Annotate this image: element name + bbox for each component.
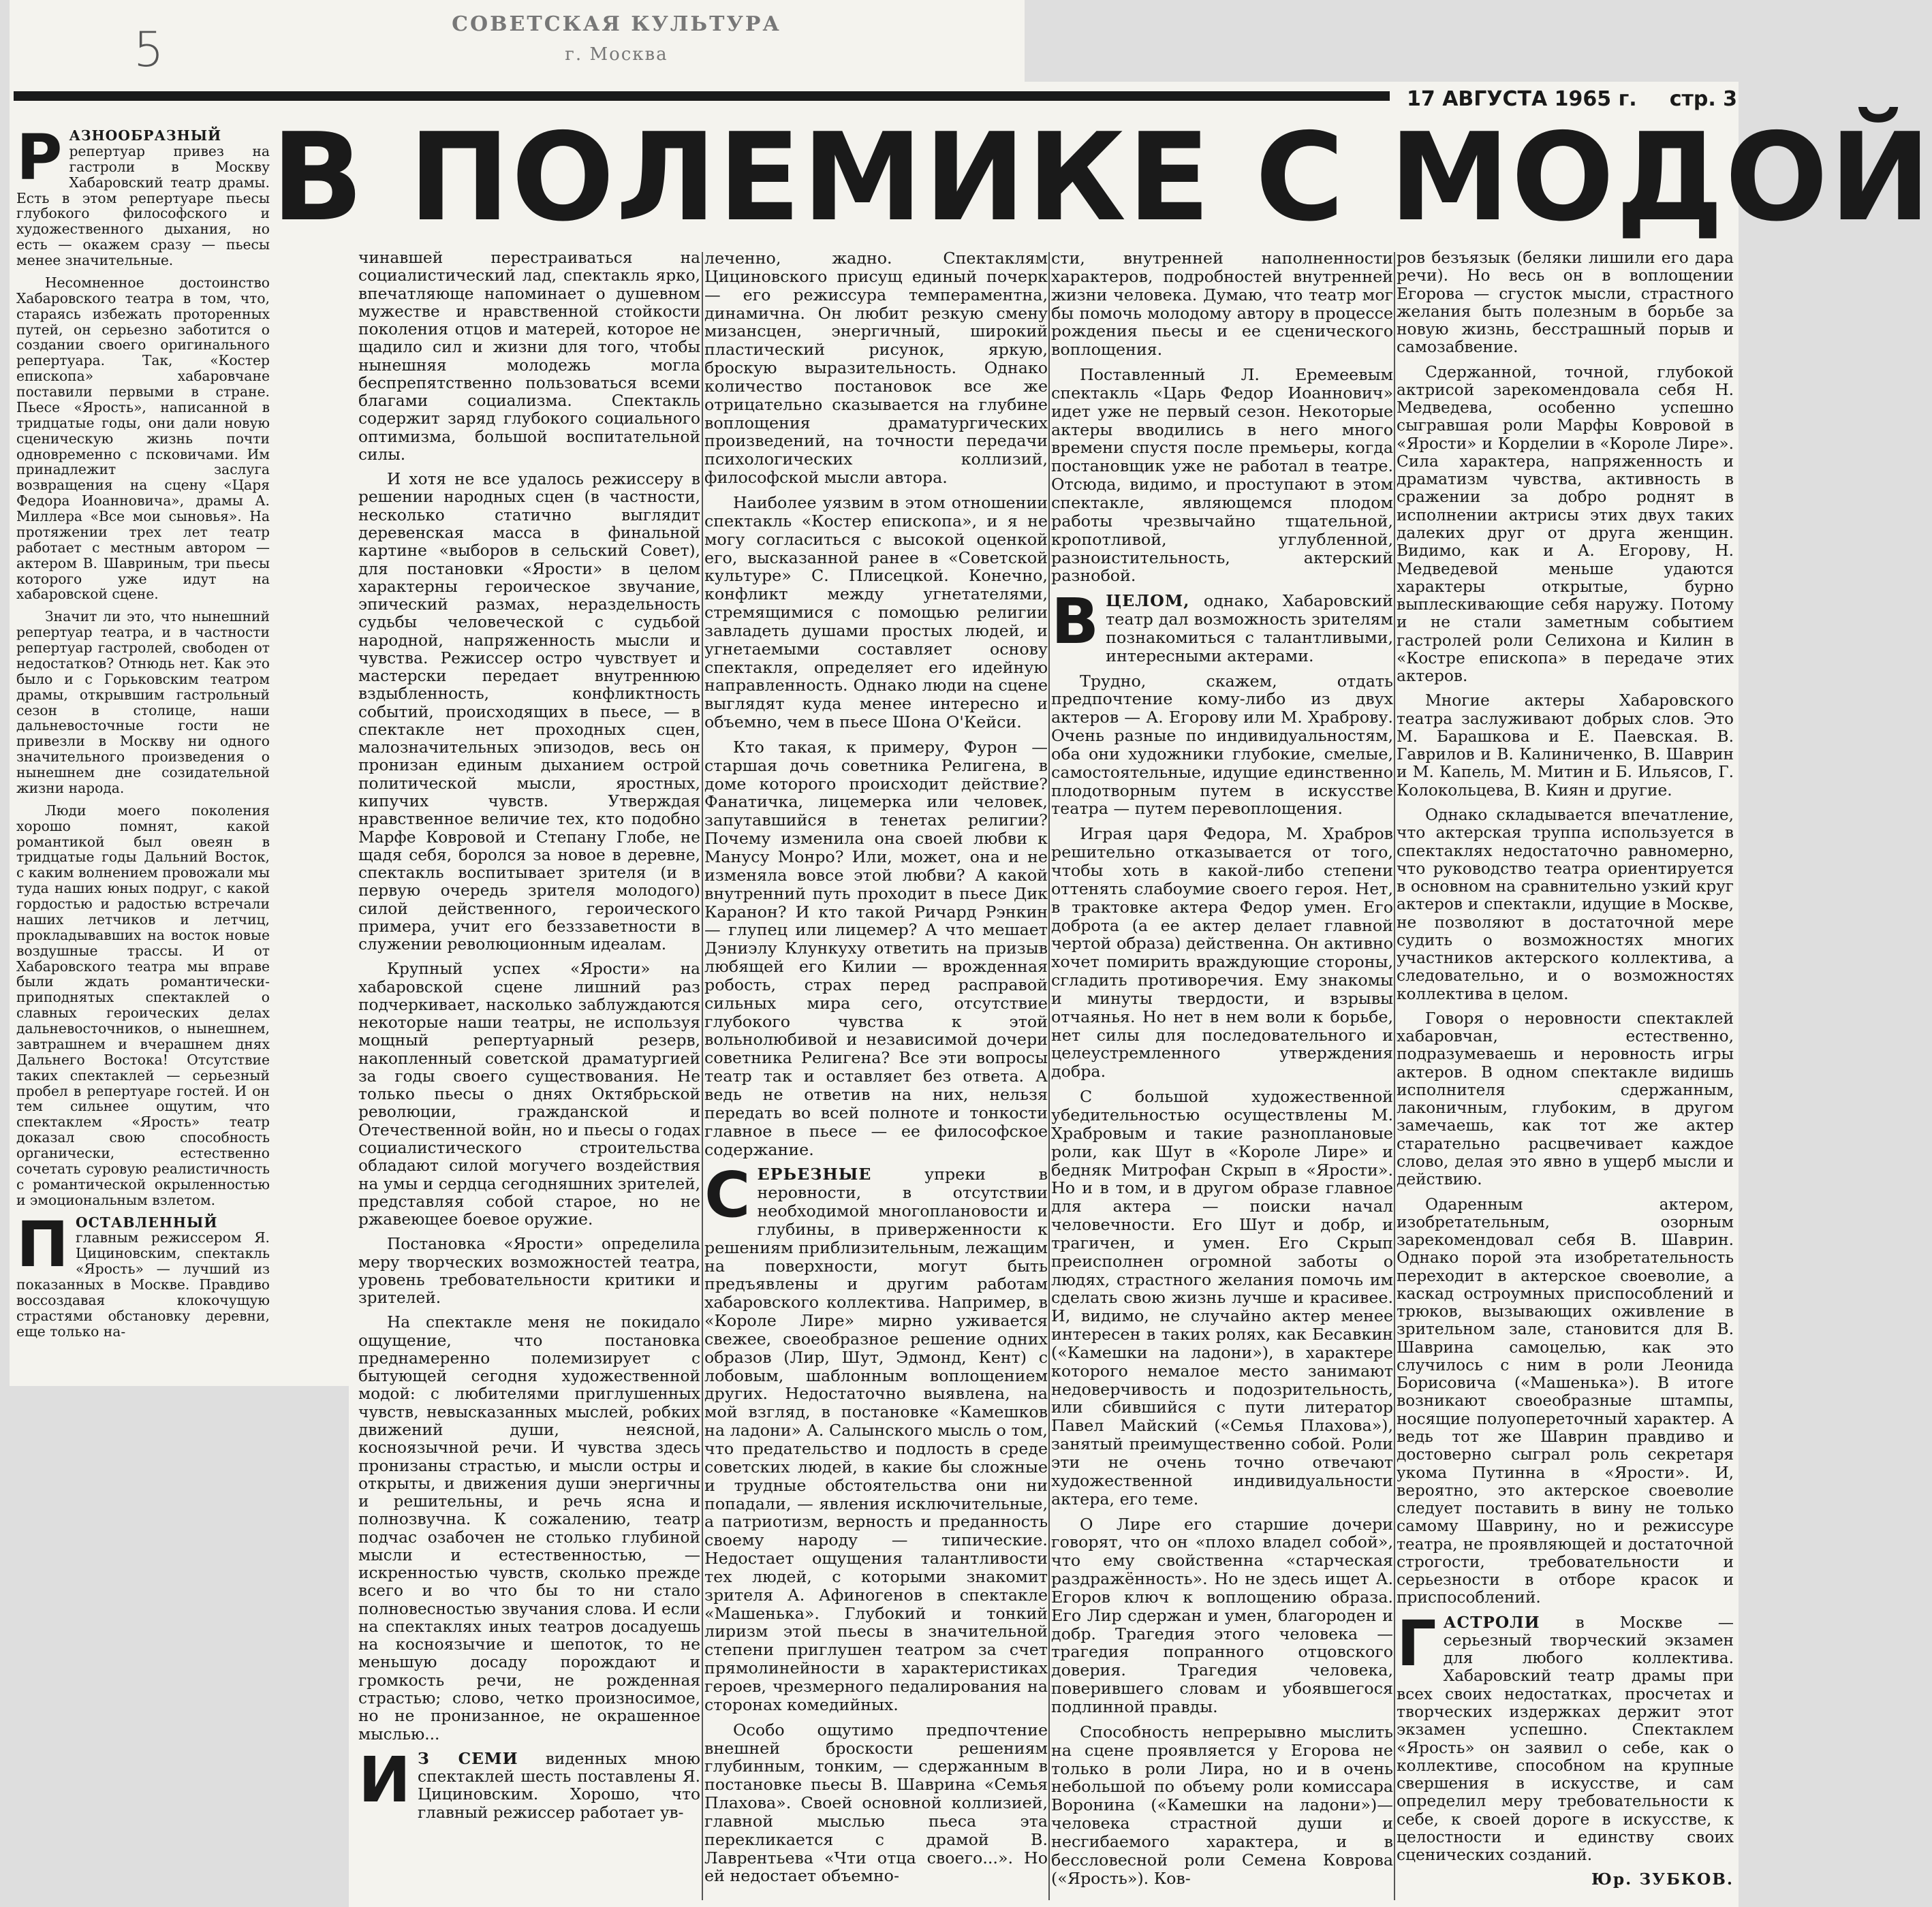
- drop-cap: П: [16, 1208, 69, 1281]
- article-paragraph: [1051, 1723, 1393, 1888]
- paragraph-text: репертуар привез на гастроли в Москву Хабаровский театр драмы. Есть в этом репертуаре пьесы глубокого философского и художественного дыхания, но есть — окажем сразу — пьесы менее значительные.: [16, 142, 270, 268]
- paragraph-text: упреки в неровности, в отсутствии необходимой многоплановости и глубины, в приверженности к решениям приблизительным, лежащим на поверхности, могут быть предъявлены и другим работам хабаровского коллектива. Например, в «Короле Лире» мирно уживается свежее, своеобразное решение одних образов (Лир, Шут, Эдмонд, Кент) с лобовым, шаблонным воплощением других. Недостаточно выявлена, на мой взгляд, в постановке «Камешков на ладони» А. Салынского мысль о том, что предательство и подлость в среде советских людей, в какие бы сложные и трудные обстоятельства они ни попадали, — явления исключительные, а патриотизм, верность и преданность своему народу — типические. Недостает ощущения талантливости тех людей, с которыми знакомит зрителя А. Афиногенов в спектакле «Машенька». Глубокий и тонкий лиризм этой пьесы в значительной степени приглушен театром за счет прямолинейности в характеристиках героев, чрезмерного педалирования на сторонах комедийных.: [704, 1165, 1048, 1714]
- paragraph-text: И хотя не все удалось режиссеру в решении народных сцен (в частности, несколько статично выглядит деревенская масса в финальной картине «выборов в сельский Совет), для постановки «Ярости» в целом характерны героическое звучание, эпический размах, нераздельность судьбы человеческой с судьбой народной, напряженность мысли и чувства. Режиссер остро чувствует и мастерски передает внутреннюю вздыбленность, конфликтность событий, происходящих в пьесе, — в спектакле нет проходных сцен, малозначительных эпизодов, весь он пронизан единым дыханием острой политической мысли, яростных, кипучих чувств. Утверждая нравственное величие тех, кто подобно Марфе Ковровой и Степану Глобе, не щадя себя, боролся за новое в деревне, спектакль воспитывает зрителя (и в первую очередь зрителя молодого) силой действенного, героического примера, учит его безззаветности в служении революционным идеалам.: [358, 470, 700, 954]
- lead-in: ЦЕЛОМ,: [1106, 591, 1190, 611]
- lead-in: ОСТАВЛЕННЫЙ: [76, 1214, 218, 1231]
- issue-date: 17 АВГУСТА 1965 г.: [1407, 87, 1637, 111]
- article-paragraph: [1051, 1088, 1393, 1508]
- article-paragraph: [1051, 825, 1393, 1081]
- paragraph-text: Особо ощутимо предпочтение внешней броскости решениям глубинным, тонким, — сдержанным в постановке пьесы В. Шаврина «Семья Плахова». Своей основной коллизией, главной мыслью пьеса эта перекликается с драмой В. Лаврентьева «Чти отца своего...». Но ей недостает объемно-: [704, 1720, 1048, 1886]
- drop-cap: Г: [1397, 1607, 1437, 1680]
- paragraph-text: На спектакле меня не покидало ощущение, что постановка преднамеренно полемизирует с бытующей сегодня художественной модой: с любителями приглушенных чувств, невысказанных мыслей, робких движений души, неясной, косноязычной речи. И чувства здесь пронизаны страстью, и мысли остры и открыты, и движения души энергичны и решительны, и речь ясна и полнозвучна. К сожалению, театр подчас озабочен не столько глубиной мысли и естественностью, — искренностью чувств, сколько прежде всего и во что бы то ни стало полновесностью звучания слова. И если на спектаклях иных театров досадуешь на косноязычие и шепоток, то не меньшую досаду порождают и громкость речи, не рожденная страстью; слово, четко произносимое, но не пронизанное, не окрашенное мыслью...: [358, 1313, 700, 1744]
- drop-cap: И: [358, 1743, 411, 1816]
- lead-in: З СЕМИ: [418, 1749, 518, 1768]
- article-paragraph: [16, 121, 270, 268]
- article-paragraph: [358, 1235, 700, 1307]
- paragraph-text: Несомненное достоинство Хабаровского театра в том, что, стараясь избежать проторенных путей, он серьезно заботится о создании своего оригинального репертуара. Так, «Костер епископа» хабаровчане поставили первыми в стране. Пьесе «Ярость», написанной в тридцатые годы, они дали новую сценическую жизнь почти одновременно с псковичами. Им принадлежит заслуга возвращения на сцену «Царя Федора Иоанновича», драмы А. Миллера «Все мои сыновья». На протяжении трех лет театр работает с местным автором — актером В. Шавриным, три пьесы которого уже идут на хабаровской сцене.: [16, 274, 270, 603]
- article-paragraph: [704, 494, 1048, 731]
- paragraph-text: ров безъязык (беляки лишили его дара речи). Но весь он в воплощении Егорова — сгусток мысли, страстного желания быть полезным в борьбе за новую жизнь, бесстрашный порыв и самозабвение.: [1397, 249, 1734, 357]
- article-paragraph: [704, 1159, 1048, 1714]
- article-author: Юр. ЗУБКОВ.: [1591, 1870, 1734, 1889]
- paragraph-text: Трудно, скажем, отдать предпочтение кому-либо из двух актеров — А. Егорову или М. Храброву. Очень разные по индивидуальностям, оба они художники глубокие, смелые, самостоятельные, идущие единственно плодотворным путем в искусстве театра — путем перевоплощения.: [1051, 671, 1393, 819]
- paragraph-text: сти, внутренней наполненности характеров, подробностей внутренней жизни человека. Думаю, что театр мог бы помочь молодому автору в процессе рождения пьесы и ее сценического воплощения.: [1051, 249, 1393, 360]
- paragraph-text: чинавшей перестраиваться на социалистический лад, спектакль ярко, впечатляюще напоминает о душевном мужестве и нравственной стойкости поколения отцов и матерей, которое не щадило сил и жизни для того, чтобы нынешняя молодежь могла беспрепятственно пользоваться всеми благами социализма. Спектакль содержит заряд глубокого социального оптимизма, большой воспитательной силы.: [358, 249, 700, 464]
- article-paragraph: [1397, 1607, 1734, 1865]
- article-paragraph: [1397, 249, 1734, 357]
- article-column-4: [1051, 249, 1393, 1901]
- article-paragraph: [704, 249, 1048, 487]
- paragraph-text: Значит ли это, что нынешний репертуар театра, и в частности репертуар гастролей, свободен от недостатков? Отнюдь нет. Как это было и с Горьковским театром драмы, открывшим гастрольный сезон в столице, наши дальневосточные гости не привезли в Москву ни одного значительного произведения о нынешнем дне созидательной жизни народа.: [16, 608, 270, 796]
- article-paragraph: [1397, 364, 1734, 686]
- paragraph-text: виденных мною спектаклей шесть поставлены Я. Цициновским. Хорошо, что главный режиссер работает ув-: [418, 1749, 701, 1822]
- article-column-1: [16, 121, 270, 1371]
- drop-cap: Р: [16, 121, 63, 194]
- publication-stamp: [446, 12, 787, 65]
- article-paragraph: [1397, 806, 1734, 1003]
- drop-cap: В: [1051, 585, 1100, 659]
- paragraph-text: Постановка «Ярости» определила меру творческих возможностей театра, уровень требовательности критики и зрителей.: [358, 1235, 700, 1308]
- article-paragraph: [1051, 1515, 1393, 1716]
- paragraph-text: Крупный успех «Ярости» на хабаровской сцене лишний раз подчеркивает, насколько заблуждаются некоторые наши театры, не используя мощный репертуарный резерв, накопленный советской драматургией за годы своего существования. Не только пьесы о днях Октябрьской революции, гражданской и Отечественной войн, но и пьесы о годах социалистического строительства обладают силой могучего воздействия на умы и сердца сегодняшних зрителей, представляя собой старое, но не ржавеющее боевое оружие.: [358, 960, 700, 1229]
- paragraph-text: главным режиссером Я. Цициновским, спектакль «Ярость» — лучший из показанных в Москве. Правдиво воссоздавая клокочущую страстями обстановку деревни, еще только на-: [16, 1229, 270, 1340]
- lead-in: АСТРОЛИ: [1443, 1613, 1540, 1632]
- paragraph-text: Наиболее уязвим в этом отношении спектакль «Костер епископа», и я не могу согласиться с высокой оценкой его, высказанной ранее в «Советской культуре» С. Плисецкой. Конечно, конфликт между угнетателями, стремящимися с помощью религии завладеть душами простых людей, и угнетаемыми составляет основу спектакля, определяет его идейную направленность. Однако люди на сцене выглядят куда менее интересно и объемно, чем в пьесе Шона О'Кейси.: [704, 492, 1048, 732]
- paragraph-text: Кто такая, к примеру, Фурон — старшая дочь советника Религена, в доме которого происходит действие? Фанатичка, лицемерка или человек, запутавшийся в тенетах религии? Почему изменила она своей любви к Манусу Монро? Или, может, она и не изменяла вовсе этой любви? А какой внутренний путь проходит в пьесе Дик Каранон? И кто такой Ричард Рэнкин — глупец или лицемер? А что мешает Дэниэлу Клункуху ответить на призыв любящей его Килии — врожденная робость, страх перед расправой сильных мира сего, отсутствие глубокого чувства к этой вольнолюбивой и независимой дочери советника Религена? Все эти вопросы театр так и оставляет без ответа. А ведь не ответив на них, нельзя передать во всей полноте и тонкости главное в пьесе — ее философское содержание.: [704, 737, 1048, 1159]
- paragraph-text: в Москве — серьезный творческий экзамен для любого коллектива. Хабаровский театр драмы при всех своих недостатках, просчетах и творческих издержках держит этот экзамен успешно. Спектаклем «Ярость» он заявил о себе, как о коллективе, способном на крупные свершения в искусстве, и сам определил меру требовательности к себе, к своей дороге в искусстве, к целостности и единству своих сценических созданий.: [1397, 1613, 1734, 1865]
- paragraph-text: Люди моего поколения хорошо помнят, какой романтикой был овеян в тридцатые годы Дальний Восток, с каким волнением провожали мы туда наших юных подруг, с какой гордостью и радостью встречали наших летчиков и летчиц, прокладывавших на восток новые воздушные трассы. И от Хабаровского театра мы вправе были ждать романтически-приподнятых спектаклей о славных героических делах дальневосточников, о нынешнем, завтрашнем и вчерашнем днях Дальнего Востока! Отсутствие таких спектаклей — серьезный пробел в репертуаре гостей. И он тем сильнее ощутим, что спектаклем «Ярость» театр доказал свою способность органически, естественно сочетать суровую реалистичность с романтической окрыленностью и эмоциональным взлетом.: [16, 802, 270, 1208]
- paragraph-text: однако, Хабаровский театр дал возможность зрителям познакомиться с талантливыми, интересными актерами.: [1106, 591, 1393, 665]
- paragraph-text: Многие актеры Хабаровского театра заслуживают добрых слов. Это М. Барашкова и Е. Паевская. В. Гаврилов и В. Калиниченко, В. Шаврин и М. Капель, М. Митин и Б. Ильясов, Г. Колокольцева, В. Киян и другие.: [1397, 691, 1734, 800]
- page-number: стр. 3: [1669, 87, 1738, 111]
- paragraph-text: Однако складывается впечатление, что актерская труппа используется в спектаклях недостаточно равномерно, что руководство театра ориентируется в основном на сравнительно узкий круг актеров и спектакли, идущие в Москве, не позволяют в достаточной мере судить о возможностях многих участников актерского коллектива, а следовательно, и о возможностях коллектива в целом.: [1397, 805, 1734, 1003]
- paragraph-text: Поставленный Л. Еремеевым спектакль «Царь Федор Иоаннович» идет уже не первый сезон. Некоторые актеры вводились в него много времени спустя после премьеры, когда постановщик уже не работал в театре. Отсюда, видимо, и проступают в этом спектакле, являющемся плодом работы чрезвычайно тщательной, кропотливой, углубленной, разноистительность, актерский разнобой.: [1051, 365, 1393, 586]
- article-paragraph: [358, 1743, 701, 1822]
- paragraph-text: Сдержанной, точной, глубокой актрисой зарекомендовала себя Н. Медведева, особенно успешно сыгравшая роли Марфы Ковровой в «Ярости» и Корделии в «Короле Лире». Сила характера, напряженность и драматизм чувства, активность в сражении за добро роднят в исполнении актрисы этих двух таких далеких друг от друга женщин. Видимо, как и А. Егорову, Н. Медведевой меньше удаются характеры открытые, бурно выплескивающие себя наружу. Потому и не стали заметным событием гастролей роли Селихона и Килин в «Костре епископа» в передаче этих актеров.: [1397, 362, 1734, 686]
- article-paragraph: [1397, 1196, 1734, 1607]
- publication-city: г. Москва: [565, 44, 668, 65]
- article-paragraph: [358, 960, 700, 1229]
- article-paragraph: [358, 471, 700, 954]
- drop-cap: С: [704, 1159, 751, 1232]
- article-paragraph: [16, 275, 270, 602]
- paragraph-text: леченно, жадно. Спектаклям Цициновского присущ единый почерк — его режиссура темпераментна, динамична. Он любит резкую смену мизансцен, энергичный, широкий пластический рисунок, яркую, броскую выразительность. Однако количество постановок все же отрицательно сказывается на глубине воплощения драматургических произведений, на точности передачи психологических коллизий, философской мысли автора.: [704, 249, 1048, 488]
- article-paragraph: [16, 803, 270, 1208]
- paragraph-text: Одаренным актером, изобретательным, озорным зарекомендовал себя В. Шаврин. Однако порой эта изобретательность переходит в актерское своеволие, а каскад остроумных приспособлений и трюков, вызывающих оживление в зрительном зале, становится для В. Шаврина самоцелью, как это случилось с ним в роли Леонида Борисовича («Машенька»). В итоге возникают своеобразные штампы, носящие полуопереточный характер. А ведь тот же Шаврин правдиво и достоверно сыграл роль секретаря укома Путинна в «Ярости». И, вероятно, это актерское своеволие следует поставить в вину не только самому Шаврину, но и режиссуре театра, не проявляющей и достаточной строгости, требовательности и серьезности в отборе красок и приспособлений.: [1397, 1195, 1734, 1607]
- handwritten-number: 5: [134, 22, 164, 78]
- article-column-2: [358, 249, 700, 1836]
- article-paragraph: [1051, 249, 1393, 359]
- article-paragraph: [1397, 692, 1734, 800]
- article-headline: В ПОЛЕМИКЕ С МОДОЙ: [271, 107, 1932, 248]
- article-paragraph: [358, 249, 700, 464]
- article-paragraph: [1397, 1010, 1734, 1189]
- paragraph-text: С большой художественной убедительностью осуществлены М. Храбровым и такие разноплановые роли, как Шут в «Короле Лире» и бедняк Митрофан Скрып в «Ярости». Но и в том, и в другом образе главное для актера — поиски начал человечности. Его Шут и добр, и трагичен, и умен. Его Скрып преисполнен огромной заботы о людях, страстного желания помочь им сделать свою жизнь лучше и красивее. И, видимо, не случайно актер менее интересен в таких ролях, как Бесавкин («Камешки на ладони»), в характере которого немалое место занимают недоверчивость и подозрительность, или сбившийся с пути литератор Павел Майский («Семья Плахова»), занятый преимущественно собой. Роли эти не очень точно отвечают художественной индивидуальности актера, его теме.: [1051, 1087, 1393, 1509]
- lead-in: АЗНООБРАЗНЫЙ: [69, 127, 222, 144]
- header-rule: [14, 91, 1390, 101]
- article-paragraph: [16, 609, 270, 796]
- lead-in: ЕРЬЕЗНЫЕ: [757, 1165, 872, 1184]
- article-column-5: [1397, 249, 1734, 1901]
- publication-name: СОВЕТСКАЯ КУЛЬТУРА: [452, 12, 781, 36]
- paragraph-text: О Лире его старшие дочери говорят, что он «плохо владел собой», что ему свойственна «старческая раздражённость». Но не здесь ищет А. Егоров ключ к воплощению образа. Его Лир сдержан и умен, благороден и добр. Трагедия этого человека — трагедия попранного отцовского доверия. Трагедия человека, поверившего словам и убоявшегося подлинной правды.: [1051, 1514, 1393, 1716]
- article-paragraph: [1051, 672, 1393, 819]
- article-paragraph: [16, 1208, 270, 1340]
- paragraph-text: Способность непрерывно мыслить на сцене проявляется у Егорова не только в роли Лира, но и в очень небольшой по объему роли комиссара Воронина («Камешки на ладони»)—человека страстной души и несгибаемого характера, и в бессловесной роли Семена Коврова («Ярость»). Ков-: [1051, 1722, 1393, 1888]
- article-paragraph: [704, 1721, 1048, 1886]
- column-divider: [1048, 252, 1050, 1900]
- article-column-3: [704, 249, 1048, 1901]
- column-divider: [702, 252, 703, 1900]
- paragraph-text: Играя царя Федора, М. Храбров решительно отказывается от того, чтобы хоть в какой-либо степени оттенять слабоумие своего героя. Нет, в трактовке актера Федор умен. Его доброта (а ее актер делает главной чертой образа) действенна. Он активно хочет помирить враждующие стороны, сгладить противоречия. Ему знакомы и минуты твердости, и взрывы отчаянья. Но нет в нем воли к борьбе, нет силы для последовательного и целеустремленного утверждения добра.: [1051, 824, 1393, 1082]
- paragraph-text: Говоря о неровности спектаклей хабаровчан, естественно, подразумеваешь и неровность игры актеров. В одном спектакле видишь исполнителя сдержанным, лаконичным, глубоким, в другом замечаешь, как тот же актер старательно расцвечивает каждое слово, делая это явно в ущерб мысли и действию.: [1397, 1009, 1734, 1189]
- column-divider: [1394, 252, 1395, 1900]
- article-paragraph: [1051, 366, 1393, 585]
- article-paragraph: [1051, 585, 1393, 665]
- article-paragraph: [358, 1314, 700, 1743]
- article-paragraph: [704, 738, 1048, 1159]
